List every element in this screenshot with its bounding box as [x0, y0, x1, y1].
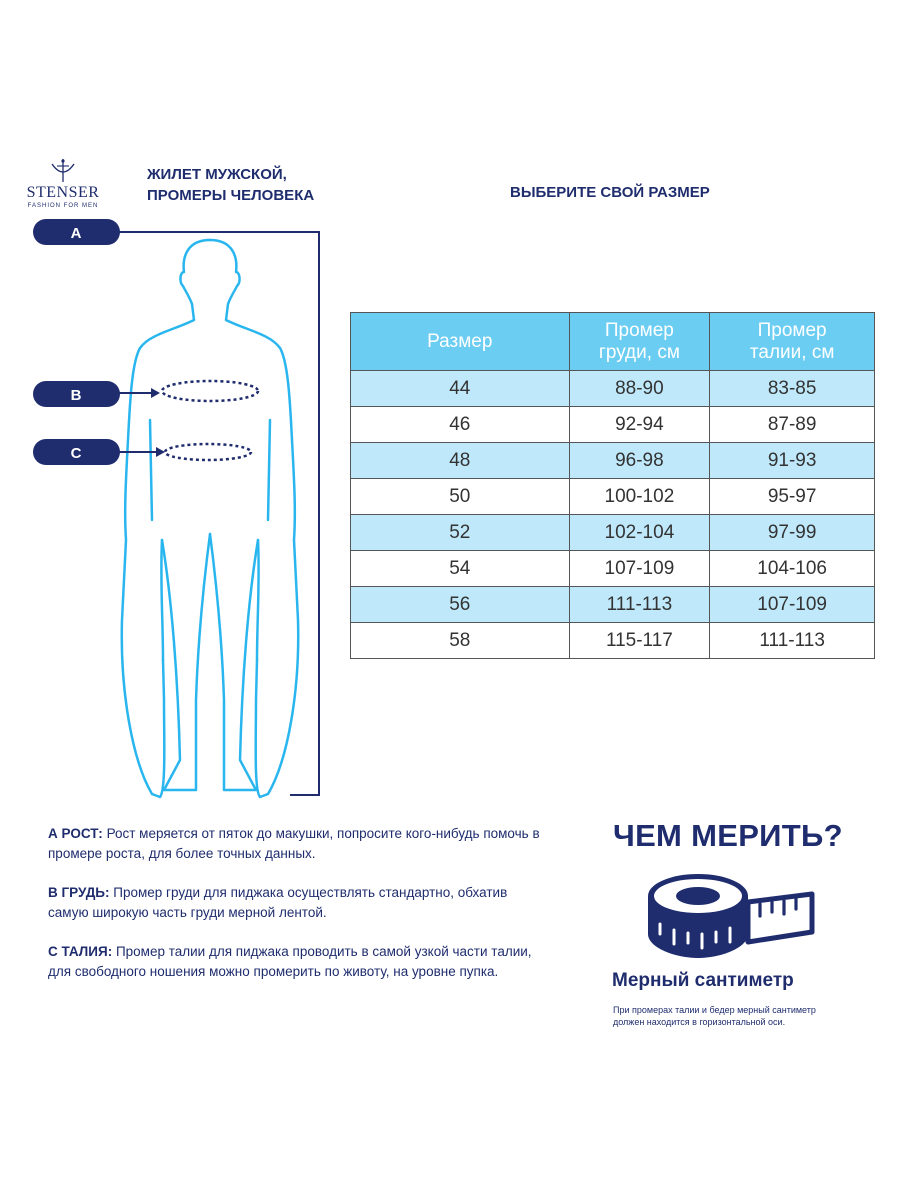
title-line-1: ЖИЛЕТ МУЖСКОЙ, [147, 166, 287, 183]
note-height-label: А РОСТ: [48, 826, 103, 841]
header-size-label: Размер [427, 330, 493, 352]
table-row [351, 443, 875, 479]
note-waist-text: Промер талии для пиджака проводить в самой узкой части талии, для свободного ношения можно промерить по животу, на уровне пупка. [48, 944, 532, 979]
note-height [48, 824, 548, 864]
cell-size: 46 [351, 407, 570, 443]
cell-size: 48 [351, 443, 570, 479]
table-row [351, 551, 875, 587]
height-bracket [118, 232, 319, 795]
note-chest-text: Промер груди для пиджака осуществлять стандартно, обхатив самую широкую часть груди мерной лентой. [48, 885, 508, 920]
header-chest-line2: груди, см [598, 341, 680, 363]
note-chest-label: В ГРУДЬ: [48, 885, 110, 900]
cell-waist: 97-99 [710, 515, 875, 551]
table-header-row [351, 313, 875, 371]
table-title: ВЫБЕРИТЕ СВОЙ РАЗМЕР [510, 184, 710, 201]
brand-name: STENSER [26, 184, 100, 201]
cell-waist: 83-85 [710, 371, 875, 407]
cell-chest: 115-117 [569, 623, 710, 659]
body-measurement-figure [0, 0, 340, 810]
cell-size: 56 [351, 587, 570, 623]
measure-title: ЧЕМ МЕРИТЬ? [613, 818, 843, 853]
note-chest [48, 883, 548, 923]
cell-chest: 96-98 [569, 443, 710, 479]
chest-line [118, 381, 258, 401]
header-size [351, 313, 570, 371]
cell-chest: 102-104 [569, 515, 710, 551]
measure-tool-name: Мерный сантиметр [612, 970, 794, 991]
marker-b [33, 381, 120, 407]
cell-chest: 100-102 [569, 479, 710, 515]
cell-waist: 91-93 [710, 443, 875, 479]
cell-size: 44 [351, 371, 570, 407]
cell-waist: 104-106 [710, 551, 875, 587]
waist-line [118, 444, 251, 460]
marker-c-label: C [70, 445, 82, 462]
marker-a [33, 219, 120, 245]
measure-note: При промерах талии и бедер мерный сантиметр должен находится в горизонтальной оси. [613, 1005, 816, 1027]
cell-size: 52 [351, 515, 570, 551]
title-line-2: ПРОМЕРЫ ЧЕЛОВЕКА [147, 187, 315, 204]
cell-size: 50 [351, 479, 570, 515]
size-table [350, 312, 875, 659]
header-waist-line1: Промер [757, 319, 827, 341]
table-row [351, 371, 875, 407]
table-row [351, 407, 875, 443]
header-waist [710, 313, 875, 371]
measurement-notes [48, 824, 548, 1001]
note-height-text: Рост меряется от пяток до макушки, попросите кого-нибудь помочь в промере роста, для более точных данных. [48, 826, 540, 861]
table-row [351, 515, 875, 551]
table-row [351, 479, 875, 515]
marker-a-label: A [70, 225, 82, 242]
cell-chest: 92-94 [569, 407, 710, 443]
header-chest-line1: Промер [604, 319, 674, 341]
body-outline [122, 240, 298, 797]
table-row [351, 623, 875, 659]
header-waist-line2: талии, см [749, 341, 835, 363]
cell-chest: 88-90 [569, 371, 710, 407]
cell-size: 58 [351, 623, 570, 659]
cell-chest: 111-113 [569, 587, 710, 623]
table-row [351, 587, 875, 623]
cell-waist: 87-89 [710, 407, 875, 443]
marker-b-label: B [70, 387, 82, 404]
cell-waist: 111-113 [710, 623, 875, 659]
note-waist [48, 942, 548, 982]
cell-waist: 107-109 [710, 587, 875, 623]
header-chest [569, 313, 710, 371]
measuring-tape-icon [640, 868, 815, 960]
marker-c [33, 439, 120, 465]
brand-tagline: FASHION FOR MEN [27, 203, 99, 209]
cell-size: 54 [351, 551, 570, 587]
note-waist-label: С ТАЛИЯ: [48, 944, 113, 959]
cell-chest: 107-109 [569, 551, 710, 587]
cell-waist: 95-97 [710, 479, 875, 515]
